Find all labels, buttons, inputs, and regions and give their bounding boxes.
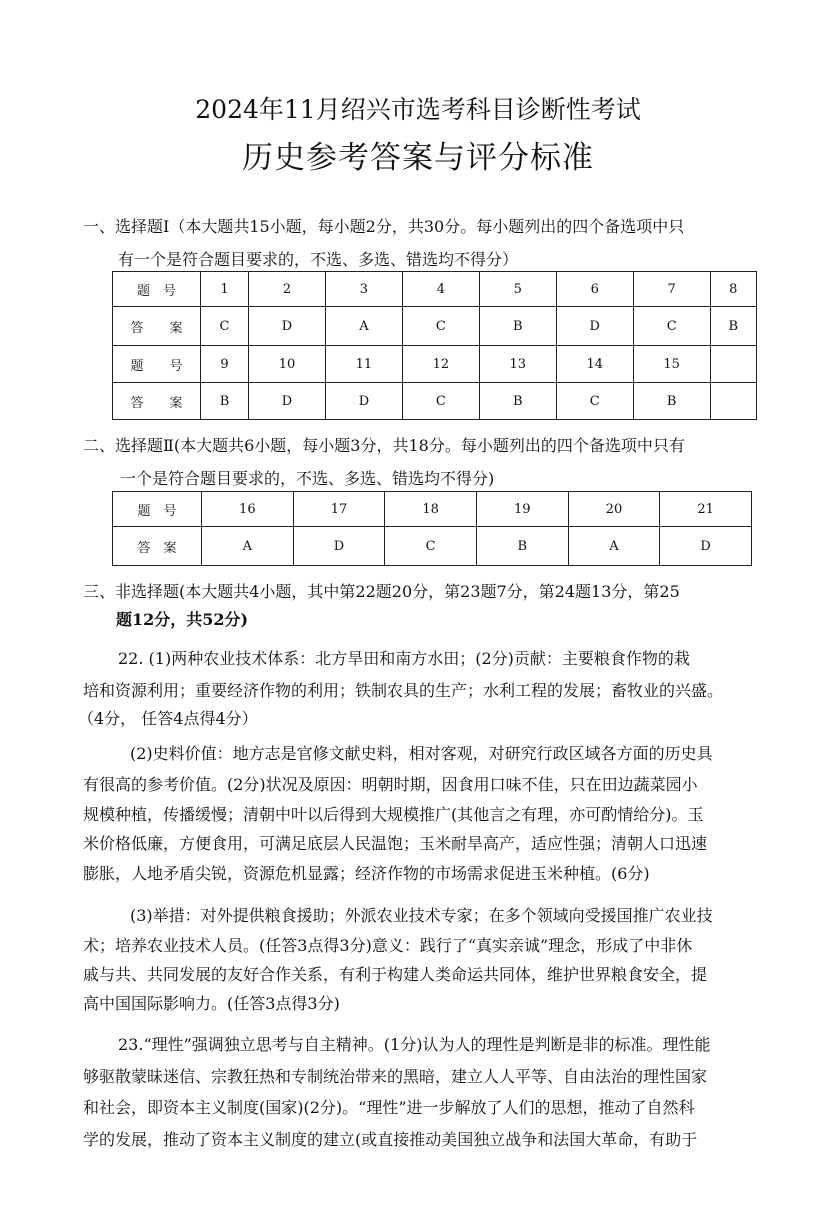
q22-line: (3)举措：对外提供粮食援助；外派农业技术专家；在多个领域向受援国推广农业技 bbox=[130, 906, 713, 925]
answer-cell: 19 bbox=[476, 492, 568, 527]
row-header-cell: 题 号 bbox=[113, 346, 201, 383]
document-title: 历史参考答案与评分标准 bbox=[242, 140, 594, 176]
answer-cell: 8 bbox=[710, 272, 756, 307]
q22-line: 22. (1)两种农业技术体系：北方旱田和南方水田；(2分)贡献：主要粮食作物的栽 bbox=[118, 649, 690, 668]
answer-cell: B bbox=[201, 383, 249, 420]
answer-cell: C bbox=[633, 307, 710, 346]
table-row bbox=[113, 272, 757, 307]
answer-cell: B bbox=[479, 307, 556, 346]
table-row bbox=[113, 492, 752, 527]
answer-cell: A bbox=[202, 527, 294, 566]
q23-line: 和社会，即资本主义制度(国家)(2分)。“理性”进一步解放了人们的思想，推动了自然科 bbox=[83, 1098, 695, 1117]
table-row bbox=[113, 527, 752, 566]
q22-line: 规模种植，传播缓慢；清朝中叶以后得到大规模推广(其他言之有理，亦可酌情给分)。玉 bbox=[83, 805, 704, 824]
q22-line: 戚与共、共同发展的友好合作关系，有利于构建人类命运共同体，维护世界粮食安全，提 bbox=[83, 965, 708, 984]
row-header-cell: 题 号 bbox=[113, 272, 201, 307]
answer-cell: 2 bbox=[249, 272, 326, 307]
answer-cell: D bbox=[660, 527, 752, 566]
table-row bbox=[113, 307, 757, 346]
answer-cell: B bbox=[476, 527, 568, 566]
answer-cell: D bbox=[249, 307, 326, 346]
answer-cell: 1 bbox=[201, 272, 249, 307]
section1-heading: 一、选择题Ⅰ（本大题共15小题，每小题2分，共30分。每小题列出的四个备选项中只 bbox=[83, 217, 685, 236]
q22-line: 米价格低廉，方便食用，可满足底层人民温饱；玉米耐旱高产，适应性强；清朝人口迅速 bbox=[83, 834, 708, 853]
section2-heading-cont: 一个是符合题目要求的，不选、多选、错选均不得分) bbox=[120, 469, 495, 488]
answer-cell: B bbox=[633, 383, 710, 420]
answer-cell: 17 bbox=[293, 492, 385, 527]
section2-heading: 二、选择题Ⅱ(本大题共6小题，每小题3分，共18分。每小题列出的四个备选项中只有 bbox=[83, 436, 685, 455]
table-row bbox=[113, 383, 757, 420]
answer-table-2 bbox=[112, 491, 752, 566]
answer-cell: B bbox=[479, 383, 556, 420]
q23-line: 够驱散蒙昧迷信、宗教狂热和专制统治带来的黑暗，建立人人平等、自由法治的理性国家 bbox=[83, 1067, 708, 1086]
answer-cell: 18 bbox=[385, 492, 477, 527]
answer-cell: 6 bbox=[556, 272, 633, 307]
q22-line: (2)史料价值：地方志是官修文献史料，相对客观，对研究行政区域各方面的历史具 bbox=[130, 744, 713, 763]
answer-table-1 bbox=[112, 271, 757, 420]
section1-heading-cont: 有一个是符合题目要求的，不选、多选、错选均不得分） bbox=[118, 250, 519, 269]
answer-cell bbox=[710, 383, 756, 420]
answer-cell: 14 bbox=[556, 346, 633, 383]
answer-cell: B bbox=[710, 307, 756, 346]
answer-cell: 5 bbox=[479, 272, 556, 307]
answer-cell: A bbox=[325, 307, 402, 346]
row-header-cell: 题 号 bbox=[113, 492, 202, 527]
q22-line: 培和资源利用；重要经济作物的利用；铁制农具的生产；水利工程的发展；畜牧业的兴盛。 bbox=[83, 681, 724, 700]
answer-cell: D bbox=[293, 527, 385, 566]
answer-cell: C bbox=[556, 383, 633, 420]
table-row bbox=[113, 346, 757, 383]
answer-cell: 3 bbox=[325, 272, 402, 307]
section3-heading-cont: 题12分，共52分) bbox=[116, 610, 249, 629]
q22-line: （4分， 任答4点得4分） bbox=[78, 709, 258, 728]
answer-cell: D bbox=[249, 383, 326, 420]
answer-cell: 11 bbox=[325, 346, 402, 383]
answer-cell: 12 bbox=[402, 346, 479, 383]
answer-cell: 4 bbox=[402, 272, 479, 307]
answer-cell bbox=[710, 346, 756, 383]
answer-cell: 16 bbox=[202, 492, 294, 527]
q22-line: 术；培养农业技术人员。(任答3点得3分)意义：践行了“真实亲诚”理念，形成了中非休 bbox=[83, 936, 693, 955]
answer-cell: 21 bbox=[660, 492, 752, 527]
q22-line: 高中国国际影响力。(任答3点得3分) bbox=[83, 994, 340, 1013]
q22-line: 膨胀，人地矛盾尖锐，资源危机显露；经济作物的市场需求促进玉米种植。(6分) bbox=[83, 864, 650, 883]
answer-cell: C bbox=[385, 527, 477, 566]
answer-cell: D bbox=[325, 383, 402, 420]
row-header-cell: 答 案 bbox=[113, 527, 202, 566]
answer-cell: 9 bbox=[201, 346, 249, 383]
q22-line: 有很高的参考价值。(2分)状况及原因：明朝时期，因食用口味不佳，只在田边蔬菜园小 bbox=[83, 775, 698, 794]
row-header-cell: 答 案 bbox=[113, 307, 201, 346]
answer-cell: 13 bbox=[479, 346, 556, 383]
answer-cell: C bbox=[402, 307, 479, 346]
answer-cell: D bbox=[556, 307, 633, 346]
answer-cell: 20 bbox=[568, 492, 660, 527]
answer-cell: A bbox=[568, 527, 660, 566]
answer-cell: 7 bbox=[633, 272, 710, 307]
answer-cell: C bbox=[402, 383, 479, 420]
section3-heading: 三、非选择题(本大题共4小题，其中第22题20分，第23题7分，第24题13分，第25 bbox=[83, 582, 680, 601]
exam-title: 2024年11月绍兴市选考科目诊断性考试 bbox=[195, 95, 641, 124]
answer-cell: 15 bbox=[633, 346, 710, 383]
answer-cell: 10 bbox=[249, 346, 326, 383]
q23-line: 学的发展，推动了资本主义制度的建立(或直接推动美国独立战争和法国大革命，有助于 bbox=[83, 1130, 698, 1149]
answer-cell: C bbox=[201, 307, 249, 346]
row-header-cell: 答 案 bbox=[113, 383, 201, 420]
q23-line: 23.“理性”强调独立思考与自主精神。(1分)认为人的理性是判断是非的标准。理性能 bbox=[118, 1035, 711, 1054]
